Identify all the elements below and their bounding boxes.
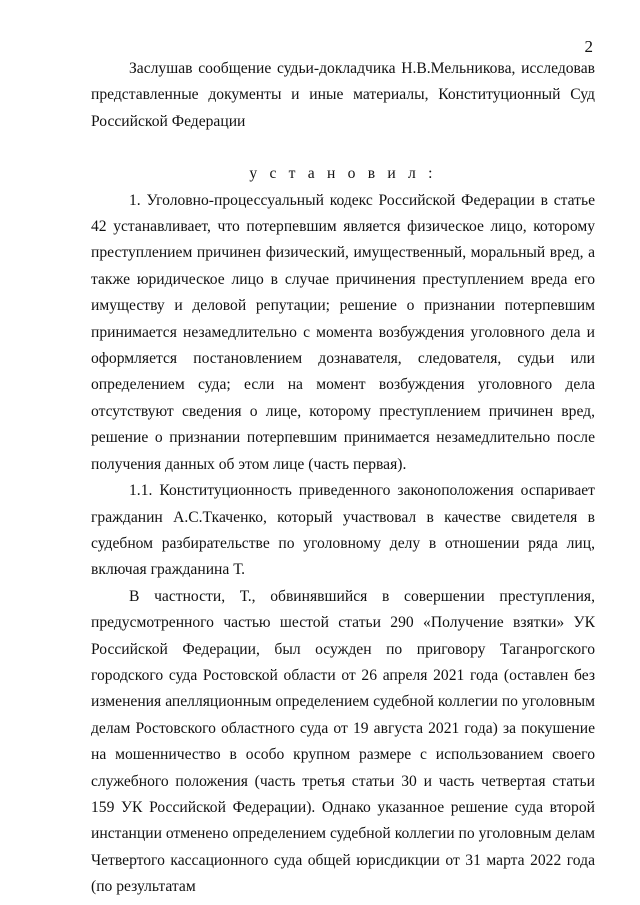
document-body	[91, 56, 595, 901]
paragraph-2: В частности, Т., обвинявшийся в совершении преступления, предусмотренного частью шестой статьи 290 «Получение взятки» УК Российской Федерации, был осужден по приговору Таганрогского городского суда Ростовской области от 26 апреля 2021 года (оставлен без изменения апелляционным определением судебной коллегии по уголовным делам Ростовского областного суда от 19 августа 2021 года) за покушение на мошенничество в особо крупном размере с использованием своего служебного положения (часть третья статьи 30 и часть четвертая статьи 159 УК Российской Федерации). Однако указанное решение суда второй инстанции отменено определением судебной коллегии по уголовным делам Четвертого кассационного суда общей юрисдикции от 31 марта 2022 года (по результатам	[91, 587, 595, 896]
intro-paragraph: Заслушав сообщение судьи-докладчика Н.В.Мельникова, исследовав представленные документы и иные материалы, Конституционный Суд Российской Федерации	[91, 60, 595, 130]
paragraph-1-1: 1.1. Конституционность приведенного законоположения оспаривает гражданин А.С.Ткаченко, который участвовал в качестве свидетеля в судебном разбирательстве по уголовному делу в отношении ряда лиц, включая гражданина Т.	[91, 482, 595, 579]
page-number: 2	[584, 37, 593, 56]
section-heading: у с т а н о в и л :	[249, 165, 437, 183]
paragraph-1: 1. Уголовно-процессуальный кодекс Российской Федерации в статье 42 устанавливает, что потерпевшим является физическое лицо, которому преступлением причинен физический, имущественный, моральный вред, а также юридическое лицо в случае причинения преступлением вреда его имуществу и деловой репутации; решение о признании потерпевшим принимается незамедлительно с момента возбуждения уголовного дела и оформляется постановлением дознавателя, следователя, судьи или определением суда; если на момент возбуждения уголовного дела отсутствуют сведения о лице, которому преступлением причинен вред, решение о признании потерпевшим принимается незамедлительно после получения данных об этом лице (часть первая).	[91, 191, 595, 473]
